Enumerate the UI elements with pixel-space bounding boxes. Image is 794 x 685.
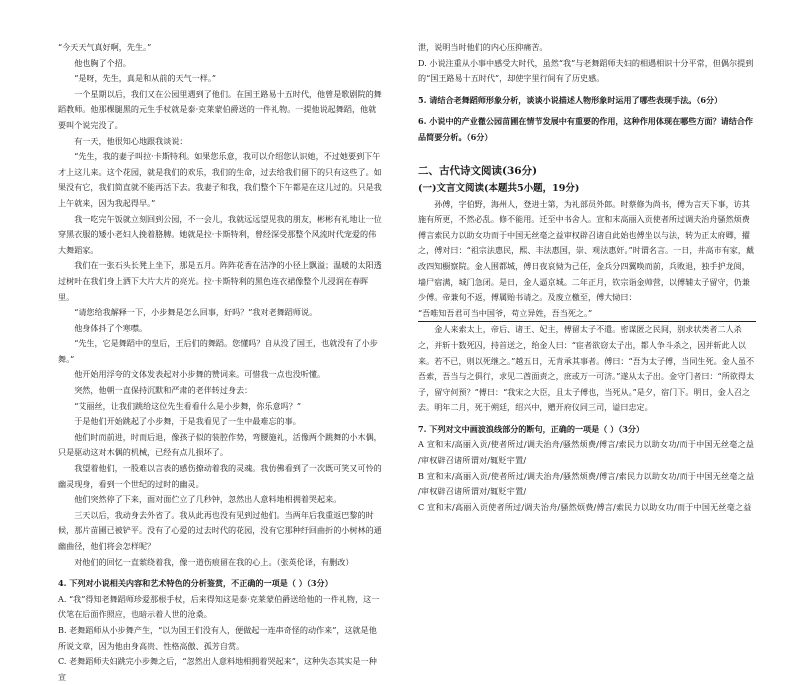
paragraph: 于是他们开始跳起了小步舞，于是我看见了一生中最难忘的事。 xyxy=(74,416,301,427)
paragraph: “今天天气真好啊，先生。” xyxy=(58,42,152,52)
question-7-option-b-continued: /审权辟召诸所谓对/辄贬宇置/ xyxy=(418,486,527,497)
section-heading: 二、古代诗文阅读(36分) xyxy=(418,164,538,177)
question-7-stem: 7. 下列对文中画波浪线部分的断句，正确的一项是（ ）（3分） xyxy=(418,423,645,434)
question-4-option-b[interactable]: B. 老舞蹈师从小步舞产生，“以为国王们没有人，便做起一连串奇怪的动作来”，这就是他所说文章，因为他由身高贵、性格高傲、孤芳自赏。 xyxy=(58,624,377,651)
left-column xyxy=(58,40,382,685)
paragraph: 突然，他朝一直保持沉默和严肃的老伴转过身去： xyxy=(74,385,253,396)
subsection-heading: (一)文言文阅读(本题共5小题，19分) xyxy=(418,182,580,194)
question-4-option-d[interactable]: D. 小说注重从小事中感受大时代，虽然“我”与老舞蹈师夫妇的相遇相识十分平常，但偶尔提到的“国王路易十五时代”，却使字里行间有了历史感。 xyxy=(418,57,754,84)
question-4-option-a[interactable]: A. “我”得知老舞蹈师珍爱那根手杖，后来得知这是泰·克莱蒙伯爵送给他的一件礼物，这一伏笔在后面作照应，也暗示着人世的沧桑。 xyxy=(58,593,380,620)
question-7-option-a[interactable]: A 宣和末/高丽入贡/使者所过/调夫治舟/骚然烦费/傅言/索民力以助女功/而于中国无丝毫之益 xyxy=(418,439,755,450)
paragraph: “先生，我的妻子叫拉·卡斯特利。如果您乐意，我可以介绍您认识她，不过她要到下午才上这儿来。这个花园，就是我们的欢乐，我们的生命，过去给我们留下的只有这些了。如果没有它，我们简直就不能再活下去。我妻子和我，我们整个下午都是在这儿过的。只是我上午就来，因为我起得早。” xyxy=(58,151,382,208)
question-5: 5. 请结合老舞蹈师形象分析，谈谈小说描述人物形象时运用了哪些表现手法。（6分） xyxy=(418,94,723,105)
paragraph: 三天以后，我动身去外省了。我从此再也没有见到过他们。当两年后我重返巴黎的时候，那片苗圃已被铲平。没有了心爱的过去时代的花园，没有它那种纡回曲折的小树林的通幽曲径，他们将会怎样呢？ xyxy=(58,509,382,551)
paragraph: 有一天，他很知心地跟我谈说： xyxy=(74,135,188,146)
paragraph: 他开始用浮夸的文体发表起对小步舞的赞词来。可惜我一点也没听懂。 xyxy=(74,369,326,380)
paragraph: 他们时而前进，时而后退，像孩子似的装腔作势，弯腰施礼，活像两个跳舞的小木偶，只是驱动这对木偶的机械，已经有点儿损坏了。 xyxy=(58,431,382,458)
underlined-quote: “吾唯知吾君可当中国爷，苟立异姓，吾当死之。” xyxy=(418,306,756,323)
paragraph: 他们突然停了下来，面对面伫立了几秒钟，忽然出人意料地相拥着哭起来。 xyxy=(74,494,342,505)
classical-passage: 孙傅，字伯野，海州人，登进士第，为礼部员外郎。时蔡修为尚书，傅为言天下事，访其施有所更，不然必乱。修不能用。迁至中书舍人。宣和末高丽入贡使者所过调夫治舟骚然烦费傅言索民力以助女功而于中国无丝毫之益审权辟召诸自此始也傅坐以与法，转为正太府卿，擢之，傅对曰：“祖宗法惠民，熙、丰法惠国，崇、观法惠奸。”时谓名言。一日，井高市有家，戴改四知橱察院。金人围都城，傅日夜哀恸为己任，金兵分四翼唤而前，兵败退，独手护龙阅，墙尸宿满，城门急闭。是日，金人逼京城。二年正月，钦宗诣金帅营，以傅辅太子留守，仍兼少傅。帝兼旬不返，傅属贻书请之。及废立檄至，傅大恸曰： xyxy=(418,198,755,303)
question-4-option-c[interactable]: C. 老舞蹈师夫妇跳完小步舞之后，“忽然出人意料地相拥着哭起来”，这种失态其实是一种宣 xyxy=(58,656,377,682)
paragraph: 一个星期以后，我们又在公园里遇到了他们。在国王路易十五时代，他曾是歌剧院的舞蹈教师。他那棵腿黑的元生手杖就是泰·克莱蒙伯爵送的一件礼物。一提他说起舞蹈，他就要叫个说完没了。 xyxy=(58,88,382,130)
paragraph: 我望着他们，一股难以言表的感伤撩动着我的灵魂。我仿佛看到了一次既可笑又可怜的幽灵现身，看到一个世纪的过时的幽灵。 xyxy=(58,463,382,489)
paragraph: “是呀，先生，真是和从前的天气一样。” xyxy=(74,73,217,84)
paragraph: “艾丽丝，让我们跳给这位先生看看什么是小步舞，你乐意吗？” xyxy=(74,400,301,411)
paragraph: 我一吃完午饭就立刻回到公园，不一会儿，我就远远望见我的朋友，彬彬有礼地让一位穿黑衣服的矮小老妇人挽着胳膊。她就是拉·卡斯特利，曾经深受那整个风流时代宠爱的伟大舞蹈家。 xyxy=(58,213,382,255)
paragraph: 他身体抖了个寒噤。 xyxy=(74,322,148,333)
paragraph: “先生，它是舞蹈中的皇后，王后们的舞蹈。您懂吗？自从没了国王，也就没有了小步舞。” xyxy=(58,338,378,364)
paragraph: 对他们的回忆一直萦绕着我，像一道伤痕留在我的心上。（张英伦译，有删改） xyxy=(74,556,354,567)
classical-passage-continued: 金人来索太上，帝后、诸王、妃主，傅留太子不遣。密谋匿之民间，别求状类者二人杀之，并斩十数死囚，持首送之，绐金人曰：“宦者欲窃太子出，都人争斗杀之，因并斩此人以来。若不已，则以死继之。”越五日，无肯承其事者。傅曰：“吾为太子傅，当同生死。金人虽不吾索，吾当与之俱行，求见二酋面责之，庶或万一可济。”遂从太子出。金守门者曰：“所欲得太子，留守何预？”傅曰：“我宋之大臣，且太子傅也，当死从。”是夕，宿门下。明日，金人召之去。明年二月，死于朔廷，绍兴中，赠开府仪同三司，谥曰忠定。 xyxy=(418,324,755,413)
paragraph: 他也胸了个招。 xyxy=(74,57,131,68)
question-6: 6. 小说中的产业徹公园苗圃在情节发展中有重要的作用，这种作用体现在哪些方面？请结合作品简要分析。（6分） xyxy=(418,116,754,142)
question-4-option-c-continued: 泄，说明当时他们的内心压抑痛苦。 xyxy=(418,42,548,52)
paragraph: “请您给我解释一下，小步舞是怎么回事，好吗？”我对老舞蹈师说。 xyxy=(74,307,318,318)
right-column xyxy=(418,40,756,515)
question-7-option-b[interactable]: B 宣和末/高丽入贡/使者所过/调夫治舟/骚然烦费/傅言/索民力以助女功/而于中国无丝毫之益 xyxy=(418,470,755,481)
question-4-stem: 4. 下列对小说相关内容和艺术特色的分析鉴赏，不正确的一项是（ ）（3分） xyxy=(58,578,333,589)
paragraph: 我们在一张石头长凳上坐下，那是五月。阵阵花香在洁净的小径上飘溢；温暖的太阳透过树叶在我们身上洒下大片大片的亮光。拉·卡斯特利的黑色连衣裙像整个儿浸润在春晖里。 xyxy=(58,260,382,302)
question-7-option-a-continued: /审权辟召诸所谓对/辄贬宇置/ xyxy=(418,455,527,466)
question-7-option-c[interactable]: C 宣和末/高丽入贡使者所过/调夫治舟/骚然烦费/傅言/索民力以助女功/而于中国无丝毫之益 xyxy=(418,501,752,512)
